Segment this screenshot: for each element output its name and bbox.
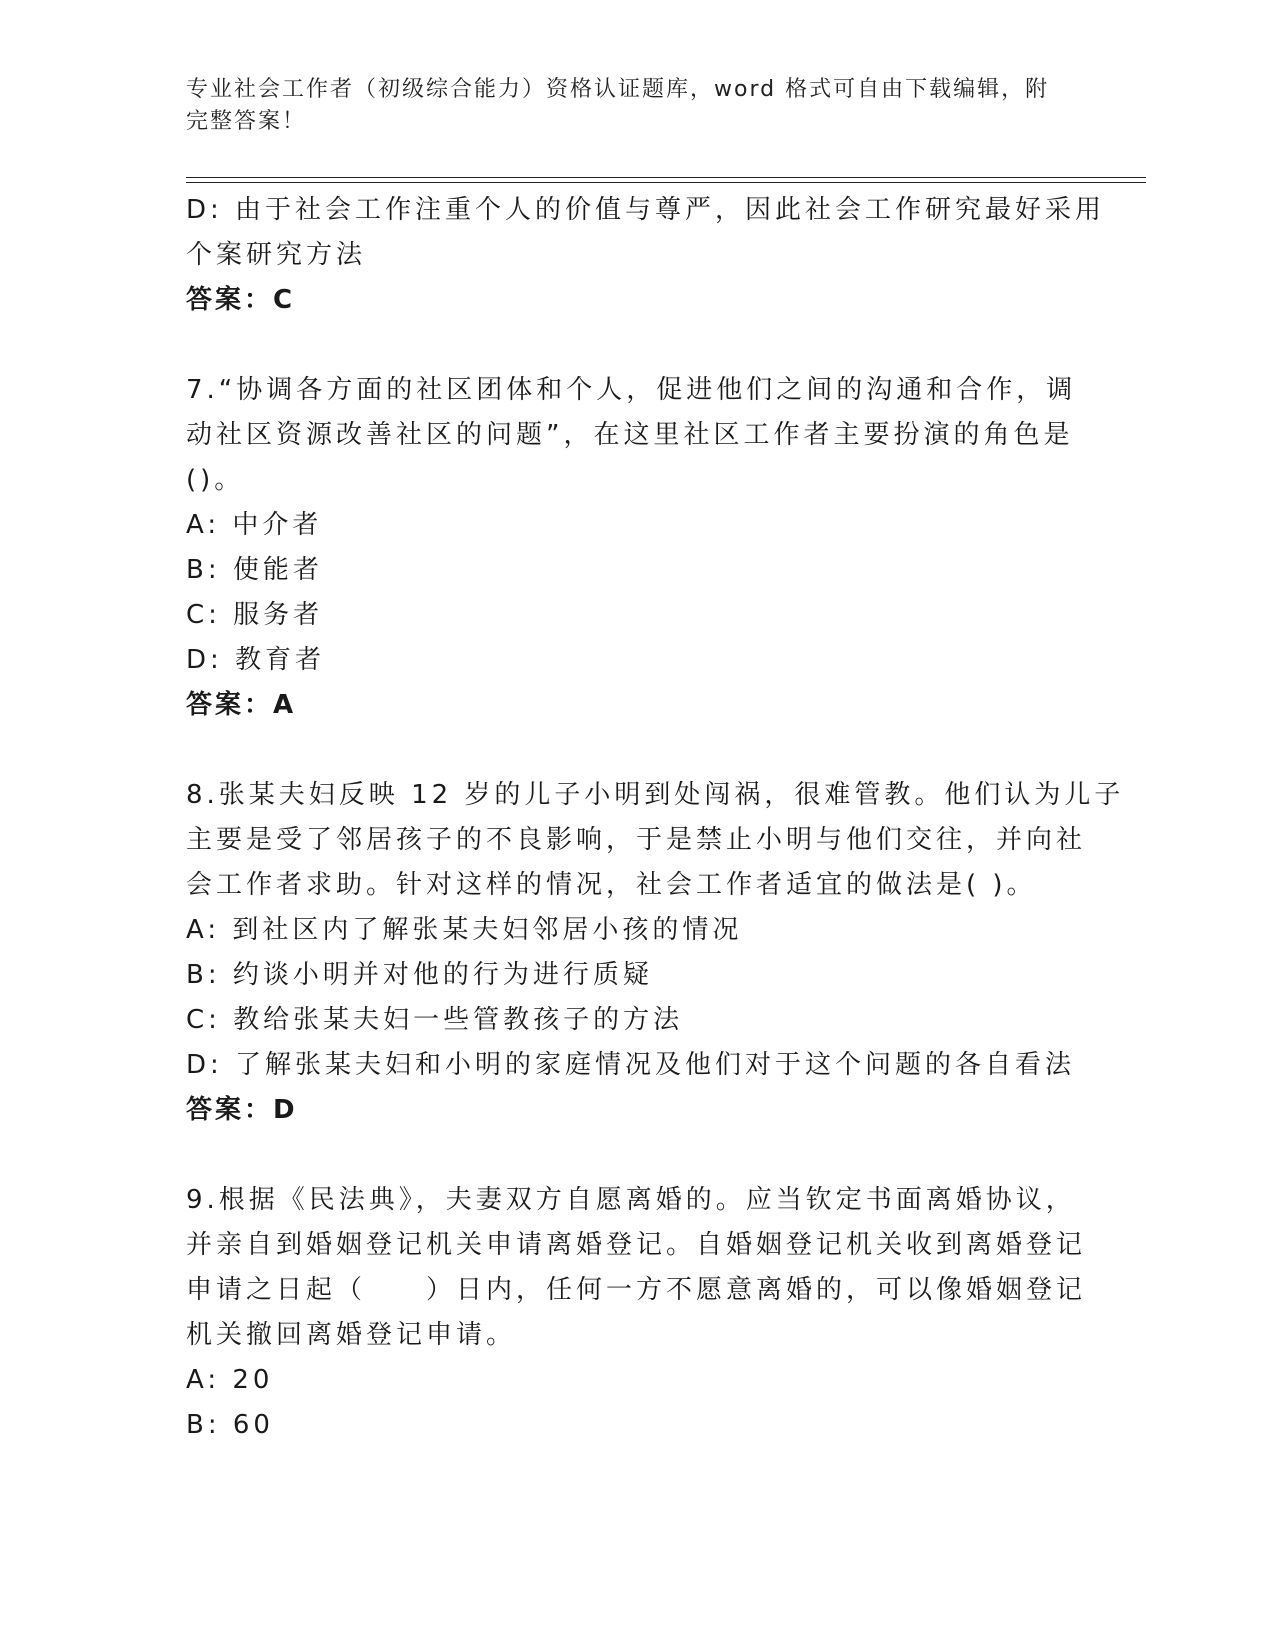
question-stem: 动社区资源改善社区的问题”，在这里社区工作者主要扮演的角色是: [186, 420, 1074, 450]
question-7: [186, 368, 1077, 728]
answer-line: 答案：D: [186, 1095, 298, 1125]
header-line-2: 完整答案！: [186, 109, 307, 134]
question-content: [186, 188, 1125, 1448]
question-stem: 并亲自到婚姻登记机关申请离婚登记。自婚姻登记机关收到离婚登记: [186, 1230, 1087, 1260]
question-stem: 8.张某夫妇反映 12 岁的儿子小明到处闯祸，很难管教。他们认为儿子: [186, 780, 1125, 810]
option-a: A: 中介者: [186, 510, 323, 540]
option-a: A: 20: [186, 1365, 274, 1395]
question-9: [186, 1178, 1087, 1448]
question-stem: 7.“协调各方面的社区团体和个人，促进他们之间的沟通和合作，调: [186, 375, 1077, 405]
previous-question-tail: [186, 188, 1106, 323]
option-a: A: 到社区内了解张某夫妇邻居小孩的情况: [186, 915, 743, 945]
document-header: [186, 74, 1066, 138]
option-c: C: 服务者: [186, 600, 324, 630]
spacer: [186, 728, 1066, 773]
header-divider-bottom: [186, 182, 1146, 183]
option-b: B: 使能者: [186, 555, 323, 585]
question-8: [186, 773, 1125, 1133]
question-stem: 主要是受了邻居孩子的不良影响，于是禁止小明与他们交往，并向社: [186, 825, 1087, 855]
answer-line: 答案：A: [186, 690, 297, 720]
question-stem: 会工作者求助。针对这样的情况，社会工作者适宜的做法是( )。: [186, 870, 1037, 900]
option-d: D: 教育者: [186, 645, 326, 675]
option-d-continued: 个案研究方法: [186, 240, 367, 270]
option-d: D: 了解张某夫妇和小明的家庭情况及他们对于这个问题的各自看法: [186, 1050, 1076, 1080]
spacer: [186, 1133, 1066, 1178]
question-stem: 机关撤回离婚登记申请。: [186, 1320, 517, 1350]
header-divider-top: [186, 177, 1146, 178]
option-b: B: 约谈小明并对他的行为进行质疑: [186, 960, 653, 990]
header-line-1: 专业社会工作者（初级综合能力）资格认证题库，word 格式可自由下载编辑，附: [186, 77, 1050, 102]
option-c: C: 教给张某夫妇一些管教孩子的方法: [186, 1005, 684, 1035]
option-d: D: 由于社会工作注重个人的价值与尊严，因此社会工作研究最好采用: [186, 195, 1106, 225]
question-stem: 申请之日起（ ）日内，任何一方不愿意离婚的，可以像婚姻登记: [186, 1275, 1087, 1305]
option-b: B: 60: [186, 1410, 274, 1440]
question-stem: 9.根据《民法典》，夫妻双方自愿离婚的。应当钦定书面离婚协议，: [186, 1185, 1076, 1215]
answer-line: 答案：C: [186, 285, 296, 315]
question-stem: ()。: [186, 465, 245, 495]
spacer: [186, 323, 1066, 368]
